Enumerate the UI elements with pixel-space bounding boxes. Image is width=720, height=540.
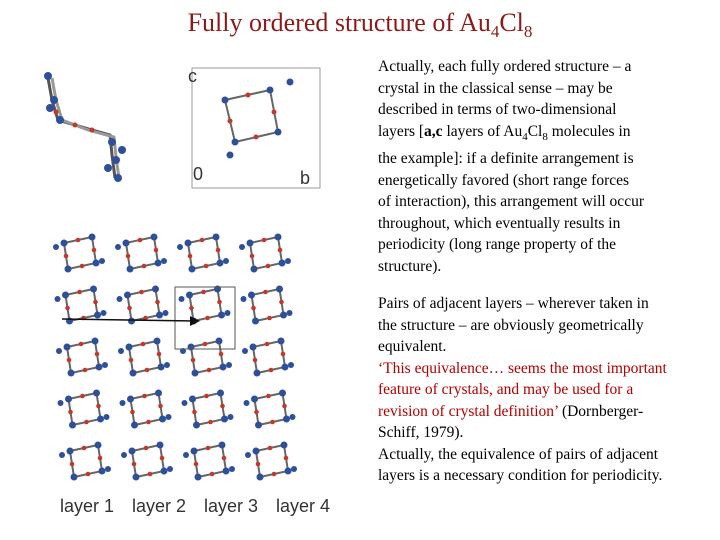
molecule-figure (30, 60, 330, 200)
axis-origin-label: 0 (193, 164, 204, 184)
quote-line: ‘This equivalence… seems the most important (378, 359, 667, 377)
paragraph-periodicity: Actually, each fully ordered structure – a crystal in the classical sense – may be described in terms of two-dimensional layers [a,c layers of $Au_4Cl_8$ molecules in the example]: if a definite arrangement is energetically favored (short range forces of interaction), this arrangement will occur throughout, which eventually results in periodicity (long range property of the structure). (378, 58, 644, 275)
layer-2-label: layer 2 (131, 496, 187, 516)
axis-b-label: b (300, 168, 311, 188)
layer-1-label: layer 1 (60, 496, 115, 516)
layer-3-label: layer 3 (203, 496, 258, 516)
layer-structure-figure (50, 225, 340, 495)
paragraph-equivalence: Pairs of adjacent layers – wherever taken in the structure – are obviously geometrically equivalent. ‘This equivalence… seems the most important feature of crystals, and may be used for a revision of crystal definition’ (Dornberger- Schiff, 1979). Actually, the equivalence of pairs of adjacent layers is a necessary condition for periodicity. (378, 293, 718, 487)
layer-4-label: layer 4 (275, 496, 330, 516)
molecule-chain (48, 78, 119, 178)
axis-c-label: c (188, 66, 197, 86)
layer-labels (60, 496, 330, 517)
slide-title: Fully ordered structure of $Au_4Cl_8$ (187, 8, 533, 42)
